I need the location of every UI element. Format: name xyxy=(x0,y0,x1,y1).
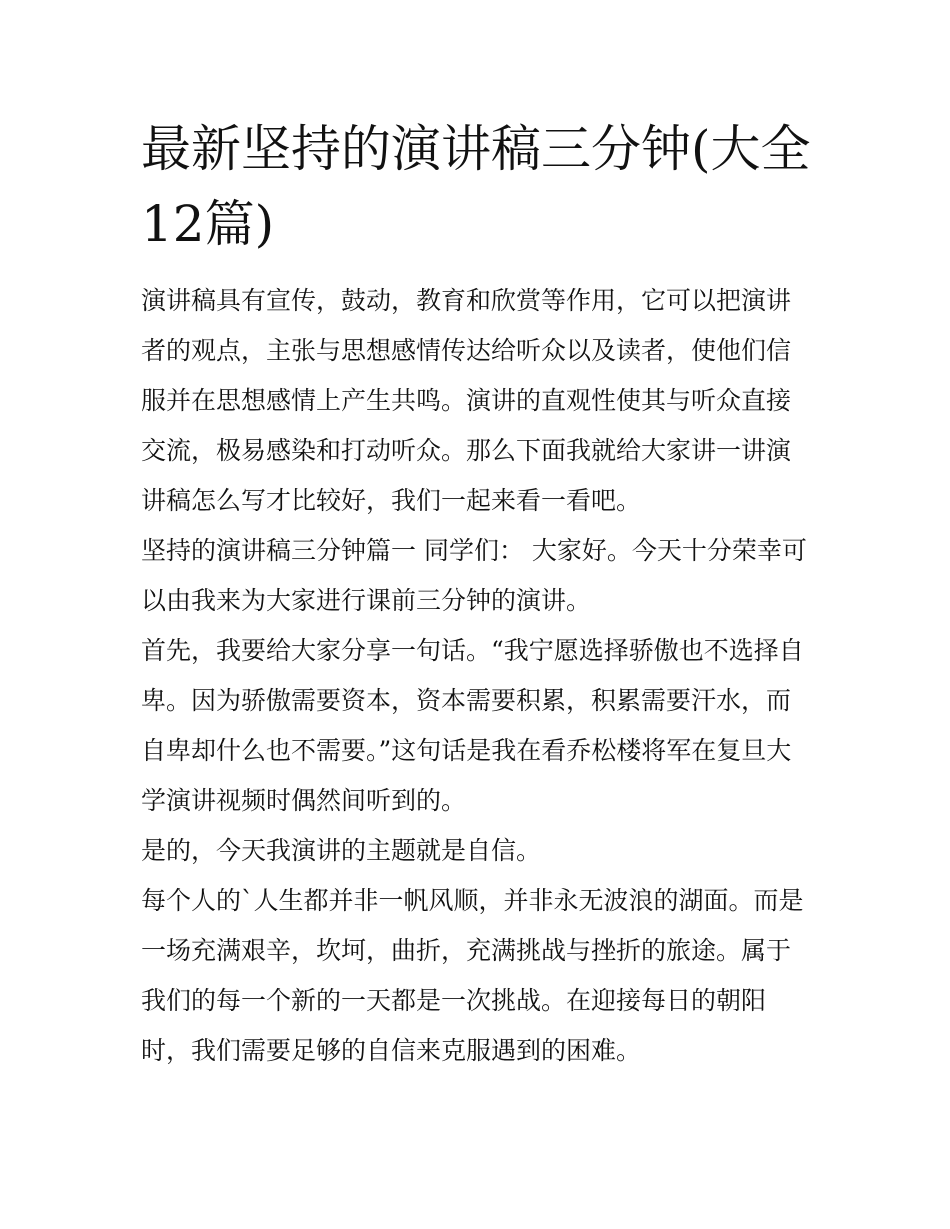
paragraph-life: 每个人的`人生都并非一帆风顺，并非永无波浪的湖面。而是一场充满艰辛，坎坷，曲折，充满挑战与挫折的旅途。属于我们的每一个新的一天都是一次挑战。在迎接每日的朝阳时，我们需要足够的自信来克服遇到的困难。 xyxy=(141,886,804,1065)
paragraph-quote: 首先，我要给大家分享一句话。“我宁愿选择骄傲也不选择自卑。因为骄傲需要资本，资本需要积累，积累需要汗水，而自卑却什么也不需要。”这句话是我在看乔松楼将军在复旦大学演讲视频时偶然间听到的。 xyxy=(141,636,804,815)
paragraph-intro: 演讲稿具有宣传，鼓动，教育和欣赏等作用，它可以把演讲者的观点，主张与思想感情传达给听众以及读者，使他们信服并在思想感情上产生共鸣。演讲的直观性使其与听众直接交流，极易感染和打动听众。那么下面我就给大家讲一讲演讲稿怎么写才比较好，我们一起来看一看吧。 xyxy=(141,286,792,515)
paragraph-theme: 是的，今天我演讲的主题就是自信。 xyxy=(141,836,542,865)
document-page xyxy=(141,112,813,1076)
document-title: 最新坚持的演讲稿三分钟(大全12篇) xyxy=(141,120,811,253)
paragraph-greeting: 坚持的演讲稿三分钟篇一 同学们： 大家好。今天十分荣幸可以由我来为大家进行课前三分钟的演讲。 xyxy=(141,536,807,615)
